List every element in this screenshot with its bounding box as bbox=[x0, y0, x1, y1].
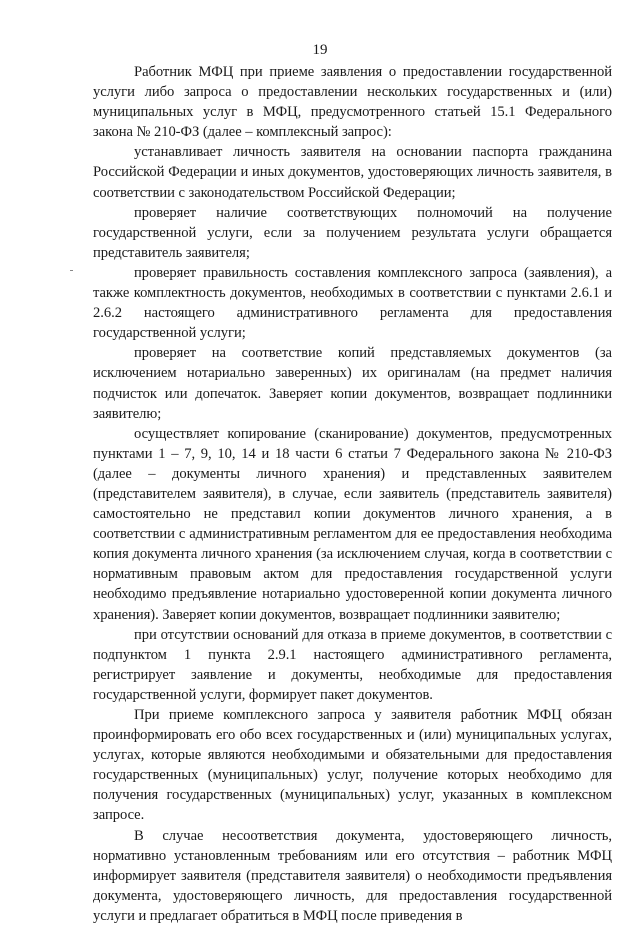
paragraph-authority-check: проверяет наличие соответствующих полномочий на получение государственной услуги, если за получением результата услуги обращается представитель заявителя; bbox=[93, 204, 612, 261]
paragraph-identity-check: устанавливает личность заявителя на основании паспорта гражданина Российской Федерации и иных документов, удостоверяющих личность заявителя, в соответствии с законодательством Российской Федерации; bbox=[93, 144, 612, 201]
paragraph-registration: при отсутствии оснований для отказа в приеме документов, в соответствии с подпунктом 1 пункта 2.9.1 настоящего административного регламента, регистрирует заявление и документы, необходимые для предоставления государственной услуги, формирует пакет документов. bbox=[93, 626, 612, 703]
paragraph-scanning: осуществляет копирование (сканирование) документов, предусмотренных пунктами 1 – 7, 9, 10, 14 и 18 части 6 статьи 7 Федерального закона № 210-ФЗ (далее – документы личного хранения) и представленных заявителем (представителем заявителя), в случае, если заявитель (представитель заявителя) самостоятельно не представил копии документов личного хранения, а в соответствии с административным регламентом для ее предоставления необходима копия документа личного хранения (за исключением случая, когда в соответствии с нормативным правовым актом для предоставления государственной услуги необходимо предъявление нотариально удостоверенной копии документа личного хранения). Заверяет копии документов, возвращает подлинники заявителю; bbox=[93, 425, 612, 623]
page-number: 19 bbox=[312, 42, 328, 58]
paragraph-mismatch: В случае несоответствия документа, удостоверяющего личность, нормативно установленным требованиям или его отсутствия – работник МФЦ информирует заявителя (представителя заявителя) о необходимости предъявления документа, удостоверяющего личность, для предоставления государственной услуги и предлагает обратиться в МФЦ после приведения в bbox=[93, 827, 612, 924]
margin-tick-mark bbox=[70, 270, 73, 271]
paragraph-request-check: проверяет правильность составления комплексного запроса (заявления), а также комплектность документов, необходимых в соответствии с пунктами 2.6.1 и 2.6.2 настоящего административного регламента для предоставления государственной услуги; bbox=[93, 264, 612, 342]
paragraph-informing: При приеме комплексного запроса у заявителя работник МФЦ обязан проинформировать его обо всех государственных и (или) муниципальных услугах, услугах, которые являются необходимыми и обязательными для предоставления государственных (муниципальных) услуг, получение которых необходимо для получения государственных (муниципальных) услуг, указанных в комплексном запросе. bbox=[93, 707, 612, 824]
document-body bbox=[93, 62, 612, 926]
paragraph-intro: Работник МФЦ при приеме заявления о предоставлении государственной услуги либо запроса о предоставлении нескольких государственных и (или) муниципальных услуг в МФЦ, предусмотренного статьей 15.1 Федерального закона № 210-ФЗ (далее – комплексный запрос): bbox=[93, 64, 612, 141]
paragraph-copies-check: проверяет на соответствие копий представляемых документов (за исключением нотариально заверенных) их оригиналам (на предмет наличия подчисток или допечаток. Заверяет копии документов, возвращает подлинники заявителю; bbox=[93, 345, 612, 422]
